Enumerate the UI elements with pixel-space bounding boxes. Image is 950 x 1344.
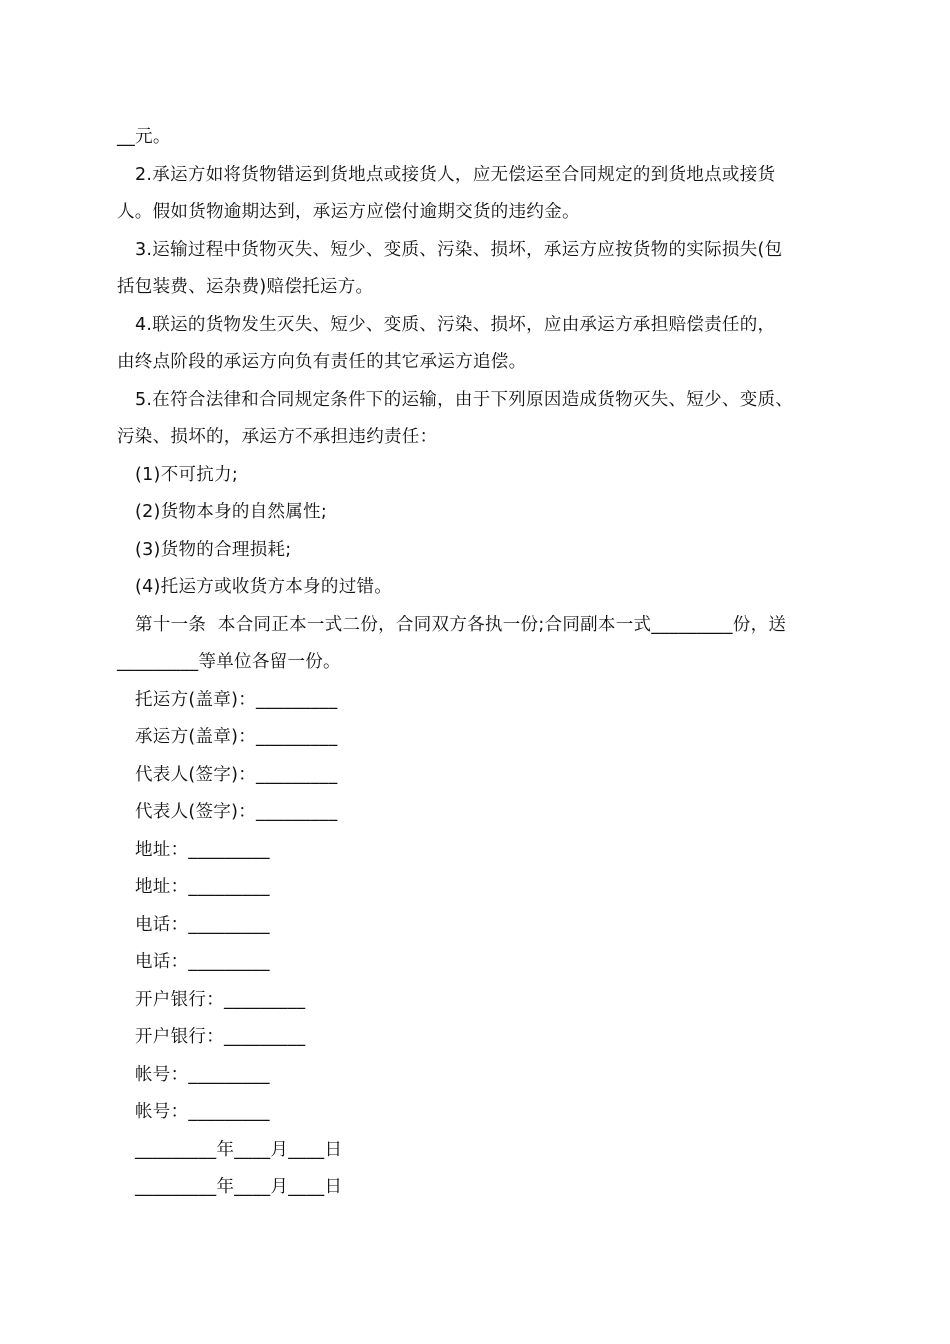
phone-line: 电话：_________ <box>135 952 270 972</box>
list-item-1: (1)不可抗力; <box>135 465 239 485</box>
address-line: 地址：_________ <box>135 840 270 860</box>
article-11-line-2: _________等单位各留一份。 <box>117 652 341 672</box>
date-line: _________年____月____日 <box>135 1140 343 1160</box>
account-number-line: 帐号：_________ <box>135 1102 270 1122</box>
list-item-2: (2)货物本身的自然属性; <box>135 502 328 522</box>
clause-3-line-1: 3.运输过程中货物灭失、短少、变质、污染、损坏，承运方应按货物的实际损失(包 <box>135 240 783 260</box>
clause-2-line-2: 人。假如货物逾期达到，承运方应偿付逾期交货的违约金。 <box>117 202 580 222</box>
list-item-3: (3)货物的合理损耗; <box>135 540 292 560</box>
account-number-line: 帐号：_________ <box>135 1065 270 1085</box>
clause-5-line-2: 污染、损坏的，承运方不承担违约责任： <box>117 427 438 447</box>
clause-5-line-1: 5.在符合法律和合同规定条件下的运输，由于下列原因造成货物灭失、短少、变质、 <box>135 390 794 410</box>
clause-4-line-1: 4.联运的货物发生灭失、短少、变质、污染、损坏，应由承运方承担赔偿责任的， <box>135 315 776 335</box>
clause-3-line-2: 括包装费、运杂费)赔偿托运方。 <box>117 277 374 297</box>
shipper-seal-line: 托运方(盖章)：_________ <box>135 690 338 710</box>
list-item-4: (4)托运方或收货方本身的过错。 <box>135 577 393 597</box>
representative-signature-line: 代表人(签字)：_________ <box>135 802 338 822</box>
address-line: 地址：_________ <box>135 877 270 897</box>
article-11-line-1: 第十一条 本合同正本一式二份，合同双方各执一份;合同副本一式_________份，送 <box>135 615 787 635</box>
representative-signature-line: 代表人(签字)：_________ <box>135 765 338 785</box>
bank-line: 开户银行：_________ <box>135 990 306 1010</box>
bank-line: 开户银行：_________ <box>135 1027 306 1047</box>
date-line: _________年____月____日 <box>135 1177 343 1197</box>
carrier-seal-line: 承运方(盖章)：_________ <box>135 727 338 747</box>
clause-2-line-1: 2.承运方如将货物错运到货地点或接货人，应无偿运至合同规定的到货地点或接货 <box>135 165 776 185</box>
clause-4-line-2: 由终点阶段的承运方向负有责任的其它承运方追偿。 <box>117 352 527 372</box>
phone-line: 电话：_________ <box>135 915 270 935</box>
text-line: __元。 <box>117 127 171 147</box>
